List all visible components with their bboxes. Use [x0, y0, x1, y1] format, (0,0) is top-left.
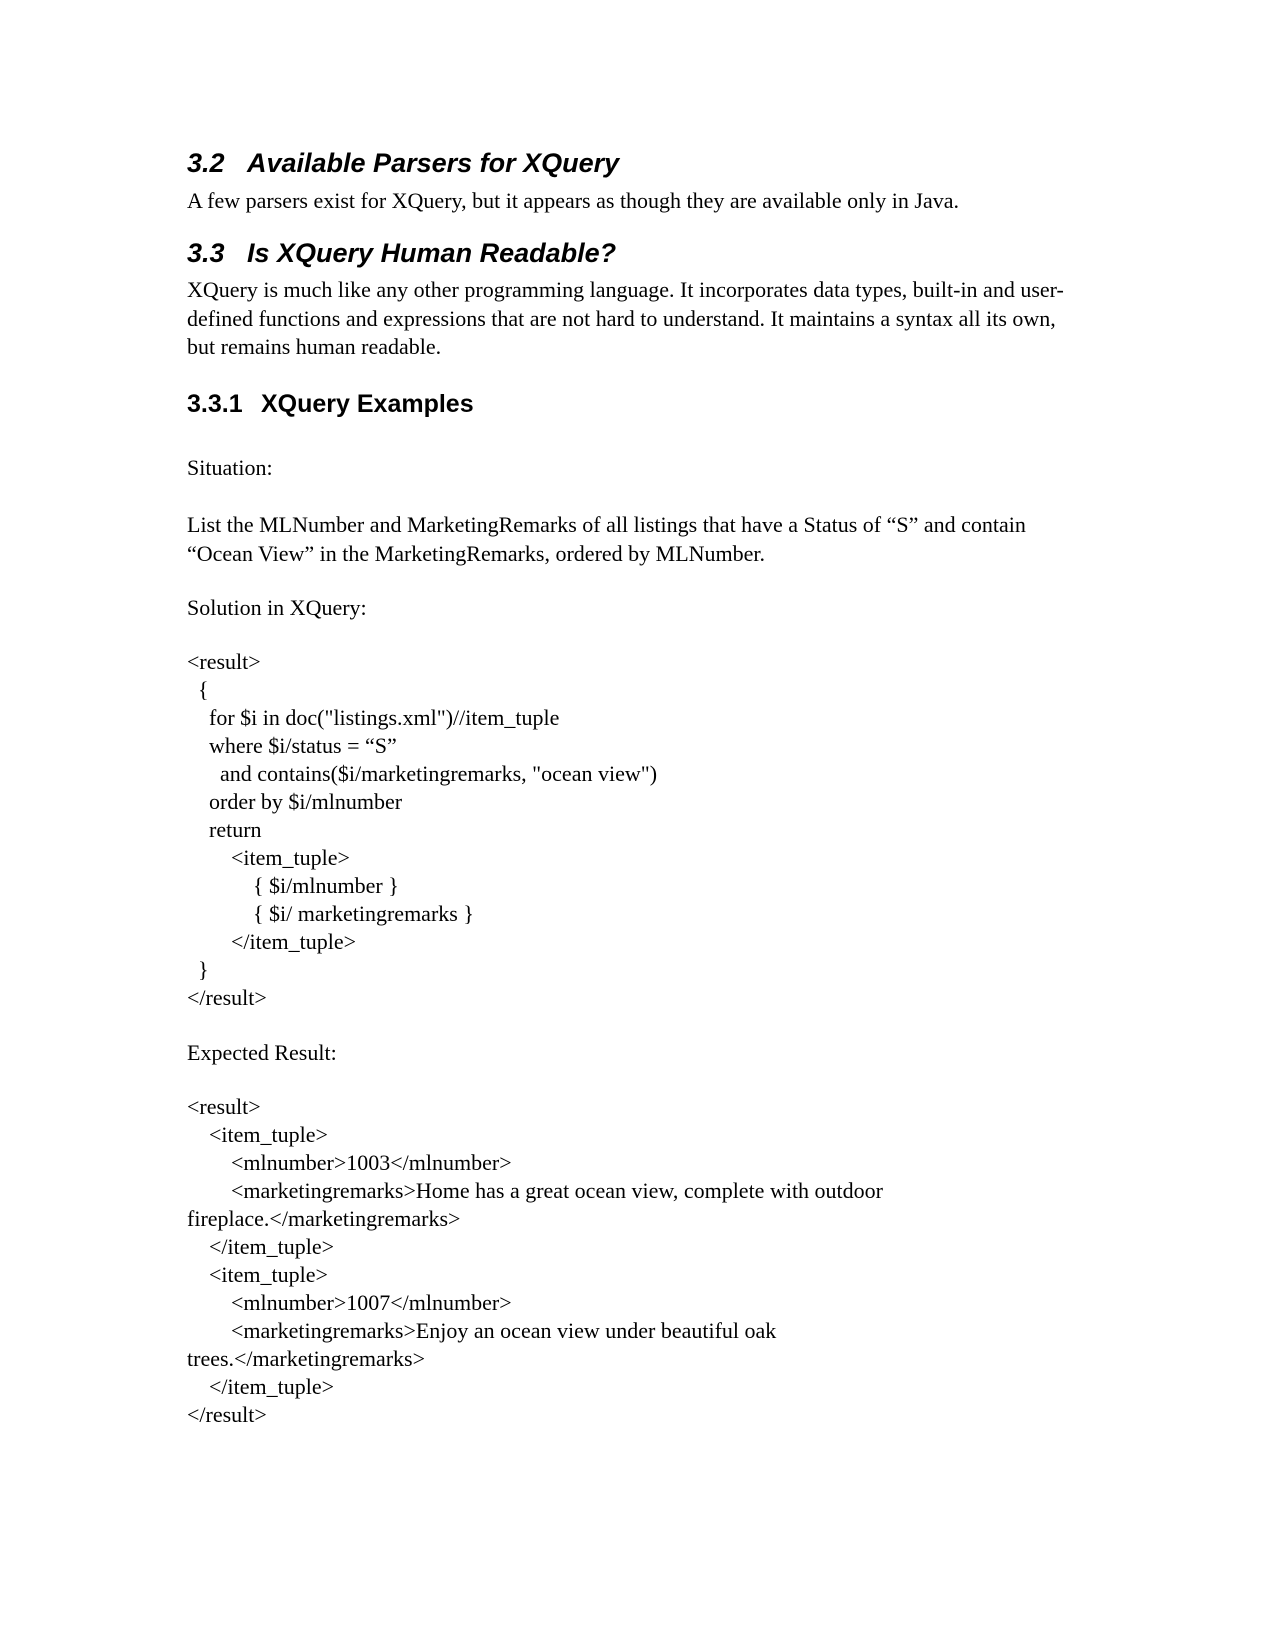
section-heading-3-3 — [187, 237, 616, 269]
section-title: Is XQuery Human Readable? — [247, 238, 617, 268]
result-line: <mlnumber>1003</mlnumber> — [187, 1150, 512, 1175]
section-number: 3.3 — [187, 238, 225, 268]
section-title: XQuery Examples — [261, 390, 474, 418]
section-number: 3.2 — [187, 148, 225, 178]
section-title: Available Parsers for XQuery — [247, 148, 620, 178]
code-line: and contains($i/marketingremarks, "ocean view") — [187, 761, 658, 786]
result-line: </item_tuple> — [187, 1374, 335, 1399]
code-line: </result> — [187, 985, 267, 1010]
solution-label: Solution in XQuery: — [187, 595, 367, 620]
code-line: { — [187, 677, 209, 702]
result-label: Expected Result: — [187, 1040, 337, 1065]
section-heading-3-3-1 — [187, 389, 474, 419]
code-line: for $i in doc("listings.xml")//item_tuple — [187, 705, 560, 730]
result-line: </result> — [187, 1402, 267, 1427]
result-line: <marketingremarks>Home has a great ocean view, complete with outdoor — [187, 1178, 883, 1203]
section-body-3-3: XQuery is much like any other programming language. It incorporates data types, built-in and user-defined functions and expressions that are not hard to understand. It maintains a syntax all its own, but remains human readable. — [187, 277, 1064, 359]
code-line: <result> — [187, 649, 261, 674]
code-line: <item_tuple> — [187, 845, 350, 870]
code-line: { $i/ marketingremarks } — [187, 901, 474, 926]
code-line: order by $i/mlnumber — [187, 789, 403, 814]
section-heading-3-2 — [187, 147, 619, 179]
result-line: <item_tuple> — [187, 1122, 328, 1147]
code-line: } — [187, 957, 209, 982]
section-number: 3.3.1 — [187, 390, 243, 418]
code-line: </item_tuple> — [187, 929, 357, 954]
result-line: <item_tuple> — [187, 1262, 328, 1287]
result-line: <result> — [187, 1094, 261, 1119]
code-line: { $i/mlnumber } — [187, 873, 399, 898]
result-line: </item_tuple> — [187, 1234, 335, 1259]
result-line: fireplace.</marketingremarks> — [187, 1206, 461, 1231]
situation-label: Situation: — [187, 455, 273, 480]
code-line: return — [187, 817, 262, 842]
section-body-3-2: A few parsers exist for XQuery, but it appears as though they are available only in Java. — [187, 188, 959, 213]
result-line: <marketingremarks>Enjoy an ocean view under beautiful oak — [187, 1318, 777, 1343]
result-line: <mlnumber>1007</mlnumber> — [187, 1290, 512, 1315]
situation-text: List the MLNumber and MarketingRemarks of all listings that have a Status of “S” and contain “Ocean View” in the MarketingRemarks, ordered by MLNumber. — [187, 512, 1026, 566]
code-line: where $i/status = “S” — [187, 733, 397, 758]
result-line: trees.</marketingremarks> — [187, 1346, 426, 1371]
